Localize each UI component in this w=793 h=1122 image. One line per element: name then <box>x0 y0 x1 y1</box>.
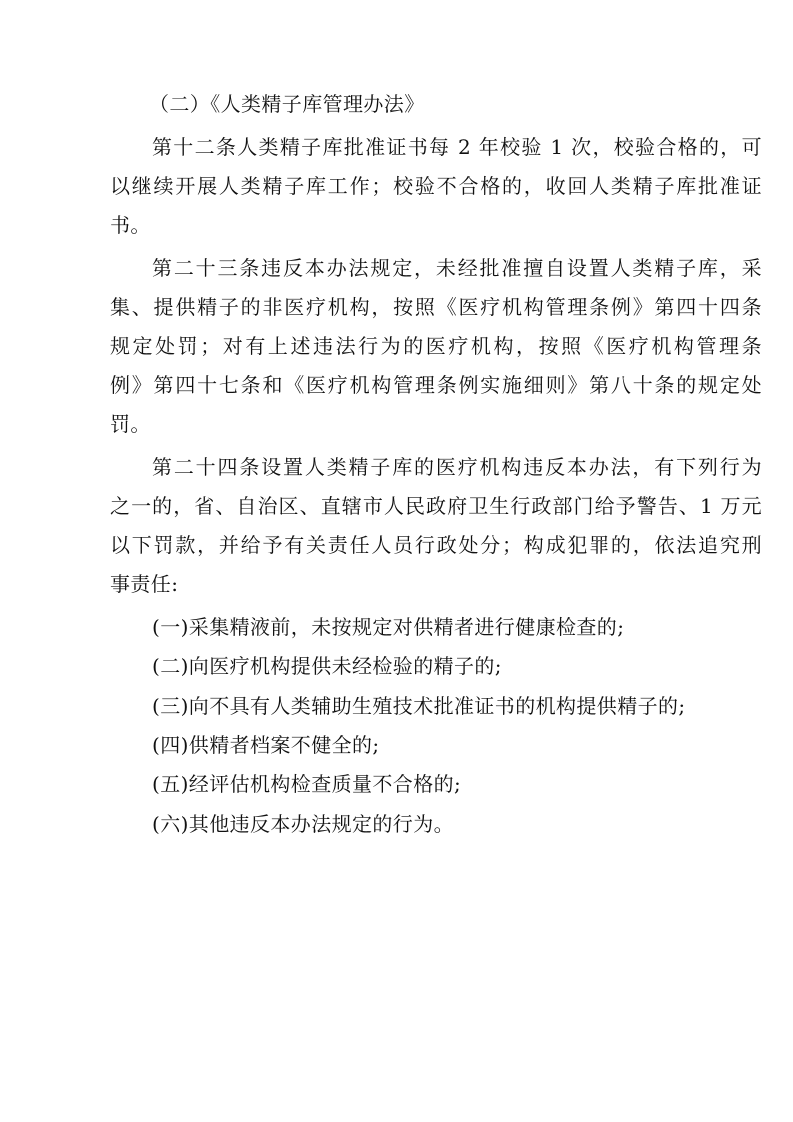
article-23-line-2: 集、提供精子的非医疗机构，按照《医疗机构管理条例》第四十四条 <box>110 295 762 319</box>
list-item-5: (五)经评估机构检查质量不合格的; <box>152 772 462 796</box>
list-item-6: (六)其他违反本办法规定的行为。 <box>152 812 455 836</box>
list-item-3: (三)向不具有人类辅助生殖技术批准证书的机构提供精子的; <box>152 694 686 718</box>
article-23-line-4: 例》第四十七条和《医疗机构管理条例实施细则》第八十条的规定处 <box>110 373 762 397</box>
article-23-line-1: 第二十三条违反本办法规定，未经批准擅自设置人类精子库，采 <box>152 256 762 280</box>
section-heading: （二）《人类精子库管理办法》 <box>149 92 425 116</box>
article-24-line-2: 之一的，省、自治区、直辖市人民政府卫生行政部门给予警告、1 万元 <box>110 494 762 518</box>
list-item-4: (四)供精者档案不健全的; <box>152 733 380 757</box>
list-item-1: (一)采集精液前，未按规定对供精者进行健康检查的; <box>152 615 625 639</box>
article-24-line-4: 事责任: <box>110 572 179 596</box>
article-12-line-3: 书。 <box>110 213 151 237</box>
article-23-line-5: 罚。 <box>110 412 151 436</box>
article-12-line-2: 以继续开展人类精子库工作；校验不合格的，收回人类精子库批准证 <box>110 174 762 198</box>
article-12-line-1: 第十二条人类精子库批准证书每 2 年校验 1 次，校验合格的，可 <box>152 135 762 159</box>
article-24-line-1: 第二十四条设置人类精子库的医疗机构违反本办法，有下列行为 <box>152 455 762 479</box>
list-item-2: (二)向医疗机构提供未经检验的精子的; <box>152 654 502 678</box>
article-24-line-3: 以下罚款，并给予有关责任人员行政处分；构成犯罪的，依法追究刑 <box>110 533 762 557</box>
article-23-line-3: 规定处罚；对有上述违法行为的医疗机构，按照《医疗机构管理条 <box>110 334 762 358</box>
